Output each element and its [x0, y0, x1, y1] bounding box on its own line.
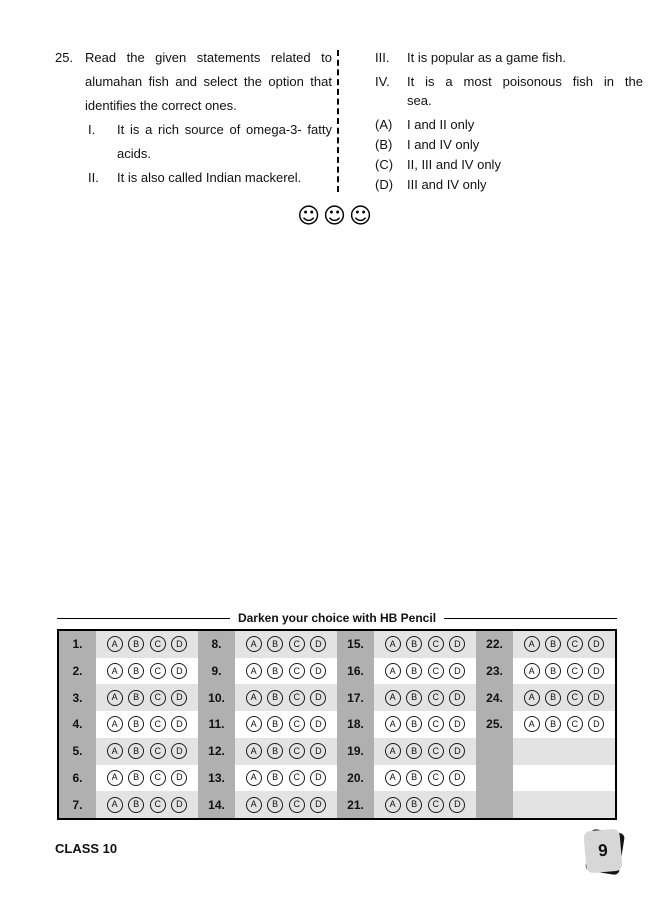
answer-bubble-b[interactable]: B: [267, 770, 283, 786]
answer-bubble-b[interactable]: B: [267, 797, 283, 813]
answer-bubble-a[interactable]: A: [246, 663, 262, 679]
answer-bubble-row: [235, 684, 337, 711]
answer-bubble-d[interactable]: D: [588, 716, 604, 732]
statement-marker: II.: [88, 170, 99, 185]
answer-row-number: 11.: [198, 711, 235, 738]
answer-bubble-c[interactable]: C: [289, 690, 305, 706]
answer-bubble-d[interactable]: D: [310, 716, 326, 732]
answer-row-number: 18.: [337, 711, 374, 738]
answer-bubble-row: [96, 711, 198, 738]
answer-bubble-b[interactable]: B: [406, 663, 422, 679]
header-rule-left: [57, 618, 230, 619]
answer-bubble-b[interactable]: B: [267, 716, 283, 732]
answer-row-number: 21.: [337, 791, 374, 818]
answer-bubble-d[interactable]: D: [449, 636, 465, 652]
options-list: [375, 115, 643, 195]
option-marker: (D): [375, 177, 394, 192]
answer-bubble-row: [513, 765, 615, 792]
statement-marker: I.: [88, 122, 96, 137]
answer-row-number: 4.: [59, 711, 96, 738]
answer-bubble-a[interactable]: A: [246, 770, 262, 786]
answer-row-number: 7.: [59, 791, 96, 818]
answer-bubble-b[interactable]: B: [128, 690, 144, 706]
option-text: III and IV only: [407, 177, 487, 192]
answer-bubble-c[interactable]: C: [150, 716, 166, 732]
answer-bubble-a[interactable]: A: [107, 636, 123, 652]
answer-bubble-a[interactable]: A: [246, 636, 262, 652]
answer-bubble-a[interactable]: A: [385, 716, 401, 732]
answer-bubble-c[interactable]: C: [567, 636, 583, 652]
statement-marker: III.: [375, 50, 390, 65]
answer-row-number: 19.: [337, 738, 374, 765]
answer-row-number: 24.: [476, 684, 513, 711]
answer-bubble-c[interactable]: C: [428, 797, 444, 813]
answer-bubble-a[interactable]: A: [524, 636, 540, 652]
answer-bubble-a[interactable]: A: [107, 770, 123, 786]
answer-row-number: 13.: [198, 765, 235, 792]
answer-bubble-row: [513, 791, 615, 818]
answer-row-number: 5.: [59, 738, 96, 765]
answer-bubble-row: [96, 738, 198, 765]
answer-row-number: [476, 765, 513, 792]
option-marker: (A): [375, 117, 393, 132]
answer-bubble-c[interactable]: C: [289, 797, 305, 813]
answer-bubble-b[interactable]: B: [128, 716, 144, 732]
answer-bubble-c[interactable]: C: [567, 690, 583, 706]
answer-bubble-b[interactable]: B: [267, 663, 283, 679]
answer-bubble-row: [235, 738, 337, 765]
smiley-icons: ☺☺☺: [297, 204, 375, 229]
answer-bubble-d[interactable]: D: [588, 663, 604, 679]
answer-bubble-d[interactable]: D: [449, 716, 465, 732]
answer-bubble-a[interactable]: A: [524, 716, 540, 732]
answer-bubble-c[interactable]: C: [150, 636, 166, 652]
answer-bubble-row: [374, 658, 476, 685]
answer-bubble-b[interactable]: B: [128, 663, 144, 679]
question-number: 25.: [55, 50, 74, 65]
answer-bubble-row: [235, 631, 337, 658]
answer-bubble-a[interactable]: A: [246, 743, 262, 759]
header-rule-right: [444, 618, 617, 619]
answer-bubble-d[interactable]: D: [588, 690, 604, 706]
answer-bubble-row: [96, 791, 198, 818]
answer-bubble-b[interactable]: B: [128, 636, 144, 652]
answer-bubble-d[interactable]: D: [171, 770, 187, 786]
answer-row-number: 23.: [476, 658, 513, 685]
answer-bubble-d[interactable]: D: [310, 743, 326, 759]
answer-bubble-b[interactable]: B: [406, 716, 422, 732]
answer-row-number: [476, 738, 513, 765]
answer-bubble-a[interactable]: A: [524, 690, 540, 706]
answer-row-number: 3.: [59, 684, 96, 711]
answer-row-number: 12.: [198, 738, 235, 765]
answer-bubble-b[interactable]: B: [406, 743, 422, 759]
answer-bubble-b[interactable]: B: [406, 770, 422, 786]
answer-bubble-d[interactable]: D: [171, 743, 187, 759]
answer-bubble-a[interactable]: A: [385, 690, 401, 706]
answer-bubble-b[interactable]: B: [128, 743, 144, 759]
option-d: [375, 175, 643, 195]
answer-bubble-c[interactable]: C: [428, 743, 444, 759]
answer-bubble-b[interactable]: B: [267, 636, 283, 652]
answer-bubble-b[interactable]: B: [128, 797, 144, 813]
class-label: CLASS 10: [55, 841, 118, 856]
answer-sheet-grid: [57, 629, 617, 820]
answer-bubble-a[interactable]: A: [385, 743, 401, 759]
answer-bubble-a[interactable]: A: [385, 663, 401, 679]
answer-bubble-c[interactable]: C: [567, 716, 583, 732]
answer-bubble-c[interactable]: C: [428, 690, 444, 706]
answer-bubble-row: [513, 658, 615, 685]
answer-row-number: 8.: [198, 631, 235, 658]
answer-bubble-a[interactable]: A: [385, 797, 401, 813]
answer-bubble-row: [96, 631, 198, 658]
statement-iii: [375, 48, 643, 67]
answer-bubble-row: [374, 684, 476, 711]
answer-bubble-b[interactable]: B: [406, 690, 422, 706]
answer-bubble-row: [374, 631, 476, 658]
answer-bubble-row: [374, 738, 476, 765]
answer-bubble-a[interactable]: A: [246, 716, 262, 732]
answer-bubble-c[interactable]: C: [428, 770, 444, 786]
answer-bubble-b[interactable]: B: [545, 690, 561, 706]
question-head: [55, 46, 332, 118]
answer-row-number: 20.: [337, 765, 374, 792]
question-body: [85, 46, 332, 118]
answer-bubble-row: [513, 738, 615, 765]
answer-bubble-row: [96, 684, 198, 711]
question-left-column: [55, 46, 332, 190]
answer-bubble-a[interactable]: A: [107, 663, 123, 679]
answer-bubble-c[interactable]: C: [567, 663, 583, 679]
option-a: [375, 115, 643, 135]
option-c: [375, 155, 643, 175]
badge-card: [583, 829, 623, 874]
answer-bubble-d[interactable]: D: [171, 716, 187, 732]
answer-bubble-c[interactable]: C: [150, 797, 166, 813]
answer-bubble-row: [374, 711, 476, 738]
answer-bubble-d[interactable]: D: [449, 770, 465, 786]
question-line: identifies the correct ones.: [85, 98, 237, 113]
question-line: alumahan fish and select the option that: [85, 74, 332, 89]
answer-bubble-d[interactable]: D: [171, 690, 187, 706]
statement-text: It is also called Indian mackerel.: [117, 170, 302, 185]
answer-bubble-d[interactable]: D: [310, 797, 326, 813]
answer-bubble-c[interactable]: C: [428, 636, 444, 652]
answer-sheet-title: Darken your choice with HB Pencil: [237, 611, 437, 625]
answer-row-number: 22.: [476, 631, 513, 658]
answer-bubble-a[interactable]: A: [107, 797, 123, 813]
answer-row-number: 15.: [337, 631, 374, 658]
page-number: 9: [597, 840, 609, 861]
question-right-column: [375, 48, 643, 195]
statement-i: [88, 118, 332, 166]
answer-bubble-d[interactable]: D: [310, 690, 326, 706]
answer-bubble-b[interactable]: B: [545, 716, 561, 732]
answer-bubble-b[interactable]: B: [267, 690, 283, 706]
answer-bubble-row: [235, 791, 337, 818]
option-text: I and II only: [407, 117, 475, 132]
answer-bubble-b[interactable]: B: [545, 663, 561, 679]
question-line: Read the given statements related to: [85, 50, 332, 65]
option-text: II, III and IV only: [407, 157, 501, 172]
answer-row-number: 14.: [198, 791, 235, 818]
answer-bubble-c[interactable]: C: [289, 743, 305, 759]
answer-bubble-a[interactable]: A: [107, 743, 123, 759]
answer-bubble-d[interactable]: D: [449, 797, 465, 813]
answer-bubble-c[interactable]: C: [150, 690, 166, 706]
answer-bubble-b[interactable]: B: [128, 770, 144, 786]
answer-bubble-d[interactable]: D: [310, 663, 326, 679]
answer-bubble-a[interactable]: A: [246, 797, 262, 813]
answer-row-number: 16.: [337, 658, 374, 685]
answer-bubble-a[interactable]: A: [385, 770, 401, 786]
answer-bubble-c[interactable]: C: [150, 770, 166, 786]
statement-text: It is a most poisonous fish in the sea.: [407, 74, 643, 108]
answer-row-number: 9.: [198, 658, 235, 685]
statement-text: It is popular as a game fish.: [407, 50, 566, 65]
answer-bubble-b[interactable]: B: [406, 797, 422, 813]
answer-bubble-a[interactable]: A: [246, 690, 262, 706]
answer-bubble-d[interactable]: D: [449, 743, 465, 759]
answer-bubble-row: [513, 711, 615, 738]
statement-marker: IV.: [375, 74, 390, 89]
answer-row-number: 25.: [476, 711, 513, 738]
answer-row-number: 2.: [59, 658, 96, 685]
answer-bubble-d[interactable]: D: [588, 636, 604, 652]
answer-bubble-b[interactable]: B: [267, 743, 283, 759]
answer-bubble-d[interactable]: D: [171, 663, 187, 679]
answer-bubble-b[interactable]: B: [545, 636, 561, 652]
answer-bubble-c[interactable]: C: [289, 636, 305, 652]
answer-row-number: 17.: [337, 684, 374, 711]
answer-bubble-row: [374, 765, 476, 792]
answer-bubble-row: [235, 765, 337, 792]
answer-bubble-c[interactable]: C: [428, 716, 444, 732]
answer-bubble-c[interactable]: C: [289, 716, 305, 732]
answer-bubble-row: [235, 711, 337, 738]
option-marker: (C): [375, 157, 394, 172]
answer-bubble-row: [513, 631, 615, 658]
answer-bubble-c[interactable]: C: [428, 663, 444, 679]
answer-sheet-header: [57, 611, 617, 625]
answer-bubble-d[interactable]: D: [171, 636, 187, 652]
answer-bubble-a[interactable]: A: [385, 636, 401, 652]
statement-text: It is a rich source of omega-3- fatty acids.: [117, 122, 332, 161]
answer-bubble-d[interactable]: D: [449, 690, 465, 706]
answer-row-number: [476, 791, 513, 818]
answer-bubble-a[interactable]: A: [524, 663, 540, 679]
answer-bubble-row: [96, 765, 198, 792]
answer-bubble-a[interactable]: A: [107, 690, 123, 706]
answer-row-number: 6.: [59, 765, 96, 792]
answer-row-number: 1.: [59, 631, 96, 658]
answer-bubble-row: [235, 658, 337, 685]
answer-bubble-row: [513, 684, 615, 711]
answer-bubble-d[interactable]: D: [449, 663, 465, 679]
answer-bubble-a[interactable]: A: [107, 716, 123, 732]
answer-bubble-row: [96, 658, 198, 685]
answer-bubble-row: [374, 791, 476, 818]
column-divider: [337, 50, 339, 192]
answer-bubble-c[interactable]: C: [289, 770, 305, 786]
answer-bubble-c[interactable]: C: [150, 663, 166, 679]
statement-ii: [88, 166, 332, 190]
answer-row-number: 10.: [198, 684, 235, 711]
statement-iv: [375, 72, 643, 110]
option-marker: (B): [375, 137, 393, 152]
answer-bubble-b[interactable]: B: [406, 636, 422, 652]
answer-bubble-d[interactable]: D: [171, 797, 187, 813]
answer-bubble-d[interactable]: D: [310, 636, 326, 652]
answer-bubble-d[interactable]: D: [310, 770, 326, 786]
page-number-badge: [583, 828, 627, 876]
answer-bubble-c[interactable]: C: [150, 743, 166, 759]
option-b: [375, 135, 643, 155]
answer-bubble-c[interactable]: C: [289, 663, 305, 679]
option-text: I and IV only: [407, 137, 480, 152]
